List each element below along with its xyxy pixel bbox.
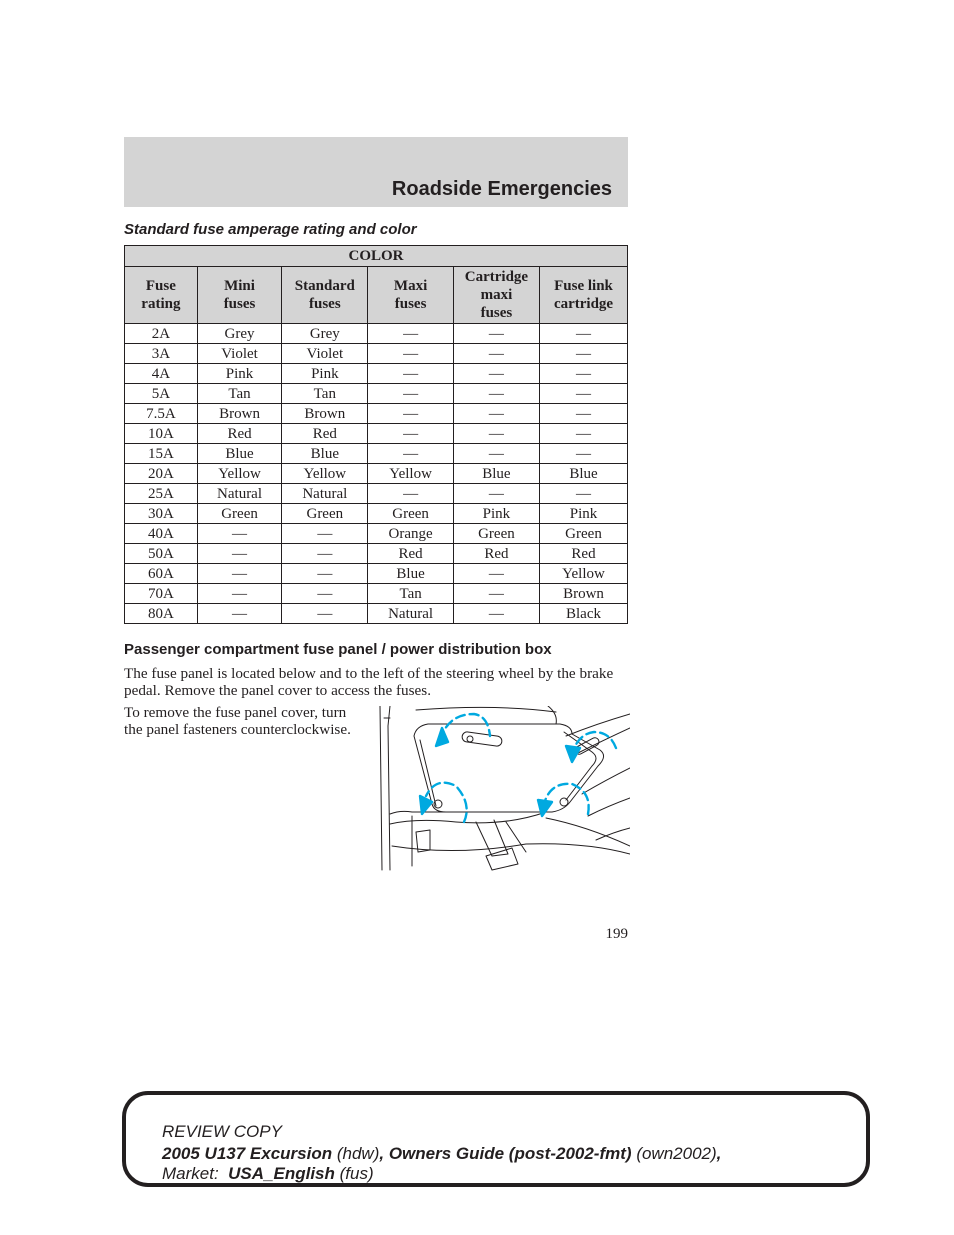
column-header-text: fuses [308,296,341,312]
table-cell: Natural [282,484,368,504]
table-cell: — [282,584,368,604]
table-cell: — [453,584,539,604]
table-cell: Pink [282,364,368,384]
table-cell: Pink [197,364,282,384]
column-header [197,267,282,324]
table-row [125,444,628,464]
counterclockwise-arrow-icon [538,784,589,816]
table-cell: — [540,384,628,404]
column-header-text: cartridge [553,296,614,312]
table-cell: — [282,564,368,584]
column-header-row [125,267,628,324]
table-cell: 70A [125,584,198,604]
vehicle-model-code: (hdw) [336,1144,380,1163]
panel-cover-removal-text: To remove the fuse panel cover, turn the panel fasteners counterclockwise. [124,704,351,738]
table-cell: Red [453,544,539,564]
counterclockwise-arrow-icon [436,714,490,746]
table-cell: — [453,604,539,624]
table-row [125,404,628,424]
table-cell: — [453,564,539,584]
table-cell: Tan [368,584,454,604]
table-cell: Blue [368,564,454,584]
table-cell: 3A [125,344,198,364]
table-cell: 10A [125,424,198,444]
table-row [125,484,628,504]
table-cell: Blue [197,444,282,464]
table-cell: Yellow [197,464,282,484]
table-cell: Yellow [540,564,628,584]
table-cell: — [453,364,539,384]
table-row [125,604,628,624]
table-cell: — [453,324,539,344]
table-cell: 4A [125,364,198,384]
table-row [125,424,628,444]
table-row [125,504,628,524]
table-cell: — [282,604,368,624]
table-cell: — [453,344,539,364]
fuse-color-table [124,245,628,624]
table-row [125,584,628,604]
table-cell: — [540,324,628,344]
table-cell: — [197,564,282,584]
table-cell: Green [282,504,368,524]
market-name: USA_English [228,1164,335,1183]
table-cell: — [197,584,282,604]
column-header-text: Fuse link [554,278,613,294]
column-header-text: Fuse [145,278,176,294]
table-cell: 2A [125,324,198,344]
page-number: 199 [605,926,628,942]
table-cell: — [368,364,454,384]
table-cell: — [453,404,539,424]
column-header-text: Cartridge [464,269,529,285]
table-cell: Grey [282,324,368,344]
table-cell: Yellow [282,464,368,484]
table-row [125,324,628,344]
table-cell: Natural [368,604,454,624]
column-header [125,267,198,324]
table-cell: — [368,324,454,344]
guide-code: (own2002) [636,1144,717,1163]
table-cell: 15A [125,444,198,464]
table-row [125,544,628,564]
column-header-text: rating [141,296,181,312]
column-header-text: Maxi [393,278,428,294]
table-cell: — [368,404,454,424]
table-cell: Tan [282,384,368,404]
table-cell: Brown [282,404,368,424]
column-header-text: fuses [223,296,256,312]
fuse-panel-cover-illustration [376,706,630,872]
table-cell: — [540,484,628,504]
table-cell: — [540,444,628,464]
table-cell: Blue [282,444,368,464]
table-cell: Red [282,424,368,444]
table-cell: — [540,364,628,384]
table-cell: Blue [453,464,539,484]
table-cell: Blue [540,464,628,484]
table-cell: Red [368,544,454,564]
separator: , [379,1144,389,1163]
table-cell: — [453,484,539,504]
guide-name: Owners Guide (post-2002-fmt) [388,1144,632,1163]
table-cell: Black [540,604,628,624]
table-cell: Orange [368,524,454,544]
table-cell: — [540,404,628,424]
table-cell: Green [540,524,628,544]
table-cell: — [282,544,368,564]
table-cell: — [540,344,628,364]
vehicle-model: 2005 U137 Excursion [162,1144,333,1163]
table-cell: Green [197,504,282,524]
table-cell: — [368,344,454,364]
fuse-panel-section-title: Passenger compartment fuse panel / power distribution box [124,641,552,658]
column-header [540,267,628,324]
market-label: Market: [162,1164,219,1183]
table-cell: 40A [125,524,198,544]
counterclockwise-arrow-icon [420,783,467,822]
table-cell: Yellow [368,464,454,484]
column-header-text: fuses [480,305,513,321]
table-cell: — [282,524,368,544]
section-title: Roadside Emergencies [391,178,612,200]
table-row [125,384,628,404]
column-header [453,267,539,324]
column-header-text: maxi [480,287,513,303]
table-cell: — [197,524,282,544]
table-cell: Grey [197,324,282,344]
table-cell: 50A [125,544,198,564]
column-header-text: Standard [294,278,355,294]
table-cell: 25A [125,484,198,504]
market-code: (fus) [339,1164,374,1183]
column-header-text: Mini [224,278,255,294]
column-header [368,267,454,324]
table-cell: Pink [540,504,628,524]
table-cell: Natural [197,484,282,504]
table-cell: Violet [197,344,282,364]
table-cell: Tan [197,384,282,404]
table-cell: — [368,444,454,464]
table-cell: Brown [540,584,628,604]
table-caption: Standard fuse amperage rating and color [124,221,417,238]
table-cell: Violet [282,344,368,364]
table-cell: — [453,444,539,464]
table-cell: — [368,384,454,404]
color-group-header: COLOR [125,246,628,267]
table-cell: — [540,424,628,444]
table-cell: 80A [125,604,198,624]
table-cell: Green [368,504,454,524]
table-cell: — [368,484,454,504]
table-cell: Pink [453,504,539,524]
table-cell: 7.5A [125,404,198,424]
table-cell: Brown [197,404,282,424]
table-cell: 20A [125,464,198,484]
table-cell: — [368,424,454,444]
table-cell: Red [197,424,282,444]
table-cell: 5A [125,384,198,404]
table-row [125,564,628,584]
document-identifier-line [162,1144,721,1164]
column-header [282,267,368,324]
table-row [125,464,628,484]
separator: , [716,1144,722,1163]
review-copy-label: REVIEW COPY [162,1122,282,1141]
table-row [125,524,628,544]
table-cell: — [453,424,539,444]
column-header-text: fuses [394,296,427,312]
table-row [125,344,628,364]
table-row [125,364,628,384]
review-copy-footer [122,1091,870,1187]
table-cell: Red [540,544,628,564]
table-body [125,324,628,624]
section-header-band [124,137,628,207]
table-cell: — [453,384,539,404]
table-cell: — [197,544,282,564]
table-cell: 60A [125,564,198,584]
market-line [162,1164,374,1184]
table-cell: — [197,604,282,624]
fuse-panel-location-text: The fuse panel is located below and to the left of the steering wheel by the brake pedal. Remove the panel cover to access the fuses. [124,665,614,699]
table-cell: 30A [125,504,198,524]
table-cell: Green [453,524,539,544]
